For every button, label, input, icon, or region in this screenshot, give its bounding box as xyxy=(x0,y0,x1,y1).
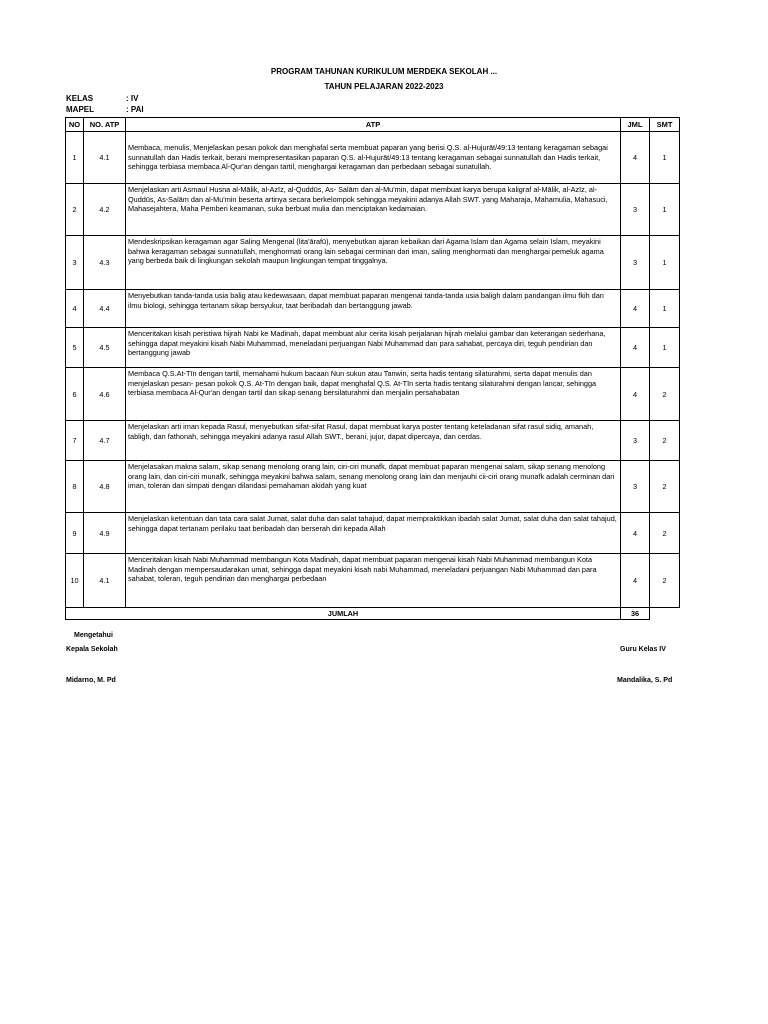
row-jml: 3 xyxy=(621,461,650,513)
table-row xyxy=(66,368,680,421)
row-smt: 1 xyxy=(650,290,680,328)
table-row xyxy=(66,184,680,236)
table-row xyxy=(66,513,680,554)
row-atp: Menjelaskan ketentuan dan tata cara salat Jumat, salat duha dan salat tahajud, dapat mempraktikkan ibadah salat Jumat, salat duha dan salat tahajud, sehingga dapat tertanam perilaku taat beribadah dan berserah diri kepada Allah xyxy=(126,513,621,554)
guru-kelas-name: Mandalika, S. Pd xyxy=(617,677,673,684)
row-atp: Menceritakan kisah peristiwa hijrah Nabi ke Madinah, dapat membuat alur cerita kisah perjalanan hijrah melalui gambar dan keterangan sederhana, sehingga dapat meyakini kisah Nabi Muhammad, meneladani perjuangan Nabi Muhammad dan para sahabat, percaya diri, teguh pendirian dan bertanggung jawab xyxy=(126,328,621,368)
mapel-value: : PAI xyxy=(126,105,144,114)
table-header-row xyxy=(66,118,680,132)
table-row xyxy=(66,290,680,328)
row-atp: Menjelasakan makna salam, sikap senang menolong orang lain, ciri-ciri munafk, dapat membuat paparan mengenai salam, sikap senang menolong orang lain, dan ciri-ciri munafk, sehingga meyakini bahwa salam, senang menolong orang lain dan menjauhi cii-ciri orang munafk adalah cerminan dari iman, toleran dan simpati dengan dilandasi pemahaman akidah yang kuat xyxy=(126,461,621,513)
row-jml: 4 xyxy=(621,132,650,184)
kelas-row xyxy=(66,94,138,103)
row-atp: Menyebutkan tanda-tanda usia balig atau kedewasaan, dapat membuat paparan mengenai tanda-tanda usia baligh dalam pandangan ilmu fkih dan ilmu biologi, sehingga tertanam sikap bersyukur, taat beribadah dan bertanggung jawab. xyxy=(126,290,621,328)
row-smt: 2 xyxy=(650,368,680,421)
row-no-atp: 4.4 xyxy=(84,290,126,328)
row-smt: 2 xyxy=(650,513,680,554)
table-row xyxy=(66,421,680,461)
row-smt: 1 xyxy=(650,132,680,184)
row-no: 6 xyxy=(66,368,84,421)
table-row xyxy=(66,461,680,513)
row-no: 1 xyxy=(66,132,84,184)
page-subtitle: TAHUN PELAJARAN 2022-2023 xyxy=(324,82,444,91)
total-value: 36 xyxy=(621,608,650,620)
row-atp: Mendeskripsikan keragaman agar Saling Mengenal (lita'ārafū), menyebutkan ajaran kebaikan dari Agama Islam dan Agama selain Islam, meyakini bahwa keragaman sebagai sunnatullah, menghormati orang lain sebagai cerminan dari iman, saling menghormati dan menghargai pemeluk agama yang berbeda baik di lingkungan sekolah maupun lingkungan tempat tinggalnya. xyxy=(126,236,621,290)
page-title: PROGRAM TAHUNAN KURIKULUM MERDEKA SEKOLAH ... xyxy=(270,67,498,76)
row-no-atp: 4.8 xyxy=(84,461,126,513)
row-jml: 3 xyxy=(621,184,650,236)
row-jml: 4 xyxy=(621,368,650,421)
row-no-atp: 4.1 xyxy=(84,132,126,184)
table-row xyxy=(66,132,680,184)
row-jml: 3 xyxy=(621,236,650,290)
row-jml: 4 xyxy=(621,554,650,608)
row-jml: 4 xyxy=(621,290,650,328)
row-no: 9 xyxy=(66,513,84,554)
row-smt: 2 xyxy=(650,421,680,461)
row-atp: Membaca Q.S.At-Tīn dengan tartil, memahami hukum bacaan Nun sukun atau Tanwin, serta hadis tentang silaturahmi, serta dapat menulis dan menjelaskan pesan- pesan pokok Q.S. At-Tīn dengan baik, dapat menghafal Q.S. At-Tīn serta hadis tentang silaturahmi dengan lancar, sehingga terbiasa membaca Al-Qur'an dengan tartil dan sikap senang bersilaturahmi dan menjalin persahabatan xyxy=(126,368,621,421)
table-row xyxy=(66,328,680,368)
kepala-sekolah-label: Kepala Sekolah xyxy=(66,646,118,653)
row-atp: Membaca, menulis, Menjelaskan pesan pokok dan menghafal serta membuat paparan yang berisi Q.S. al-Hujurāt/49:13 tentang keragaman sebagai sunnatullah dan Hadis terkait, berani mempresentasikan paparan Q.S. al-Hujurāt/49:13 tentang keragaman sebagai sunnatullah dan Hadis terkait, sehingga terbiasa membaca Al-Qur'an dengan tartil, menghargai keragaman dan perbedaan sebagai sunatullah. xyxy=(126,132,621,184)
row-no: 7 xyxy=(66,421,84,461)
total-row xyxy=(66,608,680,620)
kepala-sekolah-name: Midarno, M. Pd xyxy=(66,677,116,684)
row-no: 3 xyxy=(66,236,84,290)
row-jml: 3 xyxy=(621,421,650,461)
row-jml: 4 xyxy=(621,513,650,554)
row-no: 5 xyxy=(66,328,84,368)
row-no-atp: 4.7 xyxy=(84,421,126,461)
row-atp: Menjelaskan arti Asmaul Husna al-Mālik, al-Azīz, al-Quddūs, As- Salām dan al-Mu'min, dapat membuat karya berupa kaligraf al-Mālik, al-Azīz, al-Quddūs, As-Salām dan al-Mu'min beserta artinya secara berkelompok sehingga meyakini adanya Allah SWT. yang Maharaja, Mahamulia, Mahasuci, Mahasejahtera, Maha Pemberi keamanan, suka berbuat mulia dan menciptakan kedamaian. xyxy=(126,184,621,236)
row-smt: 2 xyxy=(650,461,680,513)
header-no: NO xyxy=(66,118,84,132)
atp-table xyxy=(65,117,680,620)
mapel-label: MAPEL xyxy=(66,105,94,114)
header-no-atp: NO. ATP xyxy=(84,118,126,132)
row-no-atp: 4.6 xyxy=(84,368,126,421)
kelas-value: : IV xyxy=(126,94,139,103)
header-smt: SMT xyxy=(650,118,680,132)
table-row xyxy=(66,554,680,608)
total-label: JUMLAH xyxy=(66,608,621,620)
header-atp: ATP xyxy=(126,118,621,132)
row-no: 8 xyxy=(66,461,84,513)
table-row xyxy=(66,236,680,290)
row-smt: 1 xyxy=(650,184,680,236)
row-no: 4 xyxy=(66,290,84,328)
row-smt: 1 xyxy=(650,328,680,368)
header-jml: JML xyxy=(621,118,650,132)
total-blank xyxy=(650,608,680,620)
row-no-atp: 4.3 xyxy=(84,236,126,290)
row-atp: Menceritakan kisah Nabi Muhammad membangun Kota Madinah, dapat membuat paparan mengenai kisah Nabi Muhammad membangun Kota Madinah dengan mempersaudarakan umat, sehingga dapat meyakini kisah nabi Muhammad, meneladani perjuangan Nabi Muhammad dan para sahabat, toleran, teguh pendirian dan menghargai perbedaan xyxy=(126,554,621,608)
row-no-atp: 4.1 xyxy=(84,554,126,608)
row-no-atp: 4.9 xyxy=(84,513,126,554)
row-no-atp: 4.2 xyxy=(84,184,126,236)
row-no-atp: 4.5 xyxy=(84,328,126,368)
row-no: 2 xyxy=(66,184,84,236)
guru-kelas-label: Guru Kelas IV xyxy=(620,646,666,653)
row-jml: 4 xyxy=(621,328,650,368)
mengetahui-label: Mengetahui xyxy=(74,632,113,639)
row-atp: Menjelaskan arti iman kepada Rasul, menyebutkan sifat-sifat Rasul, dapat membuat karya poster tentang keteladanan sifat rasul sidiq, amanah, tabligh, dan fathonah, sehingga meyakini adanya rasul Allah SWT., berani, jujur, dapat dipercaya, dan cerdas. xyxy=(126,421,621,461)
mapel-row xyxy=(66,105,144,114)
row-smt: 2 xyxy=(650,554,680,608)
row-no: 10 xyxy=(66,554,84,608)
kelas-label: KELAS xyxy=(66,94,94,103)
row-smt: 1 xyxy=(650,236,680,290)
